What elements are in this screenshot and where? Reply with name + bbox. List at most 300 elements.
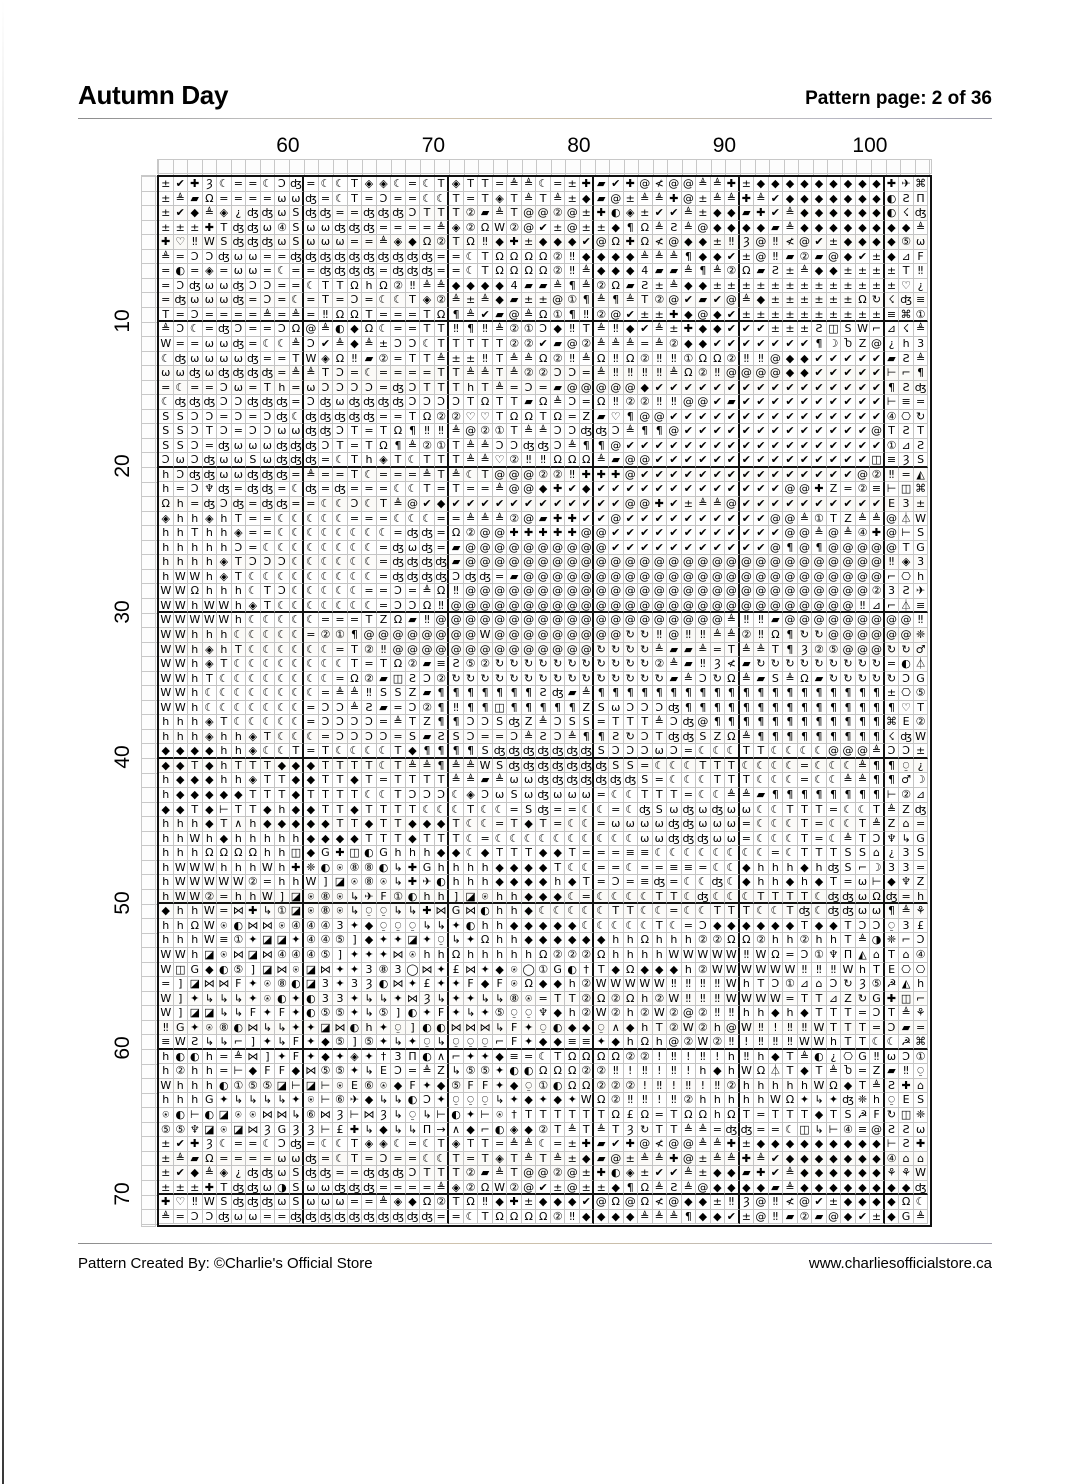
stitch-cell: ✔ bbox=[725, 453, 740, 468]
stitch-cell: ¶ bbox=[740, 701, 755, 716]
stitch-cell: ✔ bbox=[827, 395, 842, 410]
stitch-cell: ✔ bbox=[696, 468, 711, 483]
stitch-cell: = bbox=[406, 1152, 421, 1167]
stitch-cell: ≡ bbox=[638, 846, 653, 861]
stitch-cell: ✦ bbox=[435, 963, 450, 978]
stitch-cell: ≜ bbox=[856, 933, 871, 948]
stitch-cell: ▰ bbox=[725, 395, 740, 410]
stitch-cell: = bbox=[377, 773, 392, 788]
stitch-cell: T bbox=[536, 410, 551, 425]
stitch-cell: S bbox=[391, 686, 406, 701]
stitch-cell: ◆ bbox=[856, 192, 871, 207]
stitch-cell: ☾ bbox=[478, 803, 493, 818]
stitch-cell: ⋈ bbox=[275, 963, 290, 978]
row-tick bbox=[142, 1136, 157, 1137]
stitch-cell: T bbox=[435, 381, 450, 396]
stitch-cell: ‼ bbox=[653, 1079, 668, 1094]
stitch-cell: Ɔ bbox=[609, 424, 624, 439]
stitch-cell: ◆ bbox=[711, 322, 726, 337]
stitch-cell: ☾ bbox=[827, 817, 842, 832]
stitch-cell: W bbox=[203, 861, 218, 876]
stitch-cell: ✦ bbox=[362, 948, 377, 963]
stitch-cell: ⋈ bbox=[304, 1064, 319, 1079]
stitch-cell: ʤ bbox=[421, 526, 433, 540]
stitch-cell: ✔ bbox=[667, 482, 682, 497]
stitch-cell: ◐ bbox=[551, 1079, 566, 1094]
stitch-cell: ✚ bbox=[188, 1137, 203, 1152]
stitch-cell: ≜ bbox=[841, 832, 856, 847]
stitch-cell: = bbox=[159, 264, 174, 279]
stitch-cell: ◆ bbox=[870, 1195, 885, 1210]
stitch-cell: ↳ bbox=[464, 1006, 479, 1021]
stitch-cell: ◆ bbox=[812, 919, 827, 934]
stitch-cell: ʤ bbox=[174, 293, 187, 307]
stitch-cell: h bbox=[493, 919, 508, 934]
stitch-cell: ◆ bbox=[594, 250, 609, 265]
stitch-cell: = bbox=[391, 730, 406, 745]
stitch-cell: @ bbox=[783, 584, 798, 599]
stitch-cell: ☾ bbox=[290, 701, 305, 716]
stitch-cell: ⋈ bbox=[246, 1123, 261, 1138]
stitch-cell: W bbox=[478, 759, 493, 774]
stitch-cell: W bbox=[203, 904, 218, 919]
stitch-cell: ʤ bbox=[261, 366, 274, 380]
stitch-cell: ② bbox=[580, 992, 595, 1007]
stitch-cell: = bbox=[203, 322, 218, 337]
stitch-cell: Ω bbox=[551, 1064, 566, 1079]
stitch-cell: h bbox=[478, 861, 493, 876]
stitch-cell: ω bbox=[653, 744, 668, 759]
stitch-cell: = bbox=[377, 715, 392, 730]
grid-row bbox=[159, 541, 930, 556]
stitch-cell: ≜ bbox=[580, 352, 595, 367]
stitch-cell: ω bbox=[188, 352, 203, 367]
stitch-cell: ✦ bbox=[290, 933, 305, 948]
stitch-cell: ◆ bbox=[304, 832, 319, 847]
stitch-cell: ✦ bbox=[348, 1006, 363, 1021]
stitch-cell: ≜ bbox=[711, 264, 726, 279]
stitch-cell: ‼ bbox=[435, 424, 450, 439]
stitch-cell: ‼ bbox=[653, 366, 668, 381]
stitch-cell: ≜ bbox=[711, 177, 726, 192]
stitch-cell: = bbox=[653, 861, 668, 876]
stitch-cell: S bbox=[493, 759, 508, 774]
stitch-cell: ! bbox=[624, 1064, 639, 1079]
stitch-cell: ◐ bbox=[217, 963, 232, 978]
stitch-cell: ◆ bbox=[812, 177, 827, 192]
stitch-cell: F bbox=[507, 1035, 522, 1050]
stitch-cell: = bbox=[391, 1152, 406, 1167]
grid-row bbox=[159, 992, 930, 1007]
stitch-cell: ω bbox=[203, 337, 218, 352]
stitch-cell: ▰ bbox=[609, 453, 624, 468]
stitch-cell: Ƨ bbox=[899, 192, 914, 207]
stitch-cell: Z bbox=[522, 715, 537, 730]
stitch-cell: ☭ bbox=[899, 1035, 914, 1050]
stitch-cell: ‼ bbox=[899, 1064, 914, 1079]
stitch-cell: ☇ bbox=[885, 293, 900, 308]
stitch-cell: ⑥ bbox=[333, 1093, 348, 1108]
stitch-cell: ʤ bbox=[595, 773, 608, 787]
stitch-cell: ↳ bbox=[217, 1006, 232, 1021]
stitch-cell: ⏃ bbox=[769, 1064, 784, 1079]
stitch-cell: ≜ bbox=[174, 192, 189, 207]
stitch-cell: ◆ bbox=[754, 293, 769, 308]
stitch-cell: ʤ bbox=[900, 729, 912, 743]
stitch-cell: T bbox=[232, 759, 247, 774]
stitch-cell: ⑤ bbox=[333, 1035, 348, 1050]
stitch-cell: h bbox=[653, 948, 668, 963]
stitch-cell: ◈ bbox=[362, 177, 377, 192]
stitch-cell: ʤ bbox=[421, 555, 433, 569]
stitch-cell: = bbox=[246, 541, 261, 556]
stitch-cell: W bbox=[188, 613, 203, 628]
row-tick bbox=[142, 714, 157, 715]
stitch-cell: Ɔ bbox=[275, 322, 290, 337]
stitch-cell: ▰ bbox=[667, 643, 682, 658]
stitch-cell: ʤ bbox=[319, 206, 332, 220]
stitch-cell: ✔ bbox=[682, 526, 697, 541]
row-label-40: 40 bbox=[110, 745, 134, 769]
stitch-cell: ⑤ bbox=[319, 1064, 334, 1079]
stitch-cell: ʤ bbox=[188, 467, 201, 481]
stitch-cell: ✔ bbox=[798, 439, 813, 454]
stitch-cell: ▰ bbox=[667, 672, 682, 687]
stitch-cell: h bbox=[188, 599, 203, 614]
stitch-cell: ② bbox=[464, 221, 479, 236]
stitch-cell: T bbox=[319, 788, 334, 803]
stitch-cell: T bbox=[478, 264, 493, 279]
stitch-cell: ✔ bbox=[812, 381, 827, 396]
stitch-cell: h bbox=[624, 933, 639, 948]
stitch-cell: T bbox=[333, 788, 348, 803]
stitch-cell: ʤ bbox=[319, 264, 332, 278]
stitch-cell: h bbox=[391, 846, 406, 861]
stitch-cell: = bbox=[551, 817, 566, 832]
stitch-cell: @ bbox=[464, 643, 479, 658]
stitch-cell: ② bbox=[667, 1021, 682, 1036]
stitch-cell: ¶ bbox=[841, 788, 856, 803]
stitch-cell: = bbox=[246, 410, 261, 425]
stitch-cell: ‼ bbox=[565, 352, 580, 367]
stitch-cell: @ bbox=[667, 293, 682, 308]
stitch-cell: ◆ bbox=[783, 875, 798, 890]
stitch-cell: ↳ bbox=[406, 1123, 421, 1138]
stitch-cell: ↳ bbox=[435, 1035, 450, 1050]
stitch-cell: ʤ bbox=[914, 380, 927, 394]
stitch-cell: ≡ bbox=[638, 875, 653, 890]
stitch-cell: ⌐ bbox=[899, 933, 914, 948]
stitch-cell: ② bbox=[696, 963, 711, 978]
stitch-cell: ◆ bbox=[682, 1195, 697, 1210]
stitch-cell: ʤ bbox=[363, 220, 375, 234]
stitch-cell: T bbox=[232, 643, 247, 658]
stitch-cell: T bbox=[725, 773, 740, 788]
stitch-cell: ◐ bbox=[348, 1021, 363, 1036]
stitch-cell: ❈ bbox=[304, 861, 319, 876]
stitch-cell: ¶ bbox=[638, 686, 653, 701]
stitch-cell: ω bbox=[740, 803, 755, 818]
stitch-cell: @ bbox=[725, 584, 740, 599]
stitch-cell: ◆ bbox=[885, 221, 900, 236]
stitch-cell: ¶ bbox=[435, 715, 450, 730]
stitch-cell: ! bbox=[696, 1079, 711, 1094]
stitch-cell: ☾ bbox=[507, 832, 522, 847]
stitch-cell: h bbox=[812, 933, 827, 948]
stitch-cell: ʤ bbox=[305, 453, 317, 467]
stitch-cell: ◆ bbox=[885, 1195, 900, 1210]
stitch-cell: ✦ bbox=[348, 919, 363, 934]
column-tick bbox=[769, 160, 770, 175]
stitch-cell: ☾ bbox=[333, 526, 348, 541]
header-divider bbox=[78, 118, 992, 119]
stitch-cell: = bbox=[261, 512, 276, 527]
stitch-cell: T bbox=[449, 366, 464, 381]
grid-row bbox=[159, 439, 930, 454]
stitch-cell: h bbox=[159, 861, 174, 876]
stitch-cell: G bbox=[203, 1093, 218, 1108]
stitch-cell: ☾ bbox=[348, 744, 363, 759]
stitch-cell: T bbox=[406, 803, 421, 818]
stitch-cell: h bbox=[174, 1079, 189, 1094]
stitch-cell: T bbox=[261, 584, 276, 599]
stitch-cell: ≜ bbox=[725, 1152, 740, 1167]
stitch-cell: ‼ bbox=[783, 1035, 798, 1050]
stitch-cell: ☾ bbox=[624, 919, 639, 934]
stitch-cell: ✔ bbox=[769, 381, 784, 396]
stitch-cell: ◐ bbox=[275, 992, 290, 1007]
stitch-cell: ʤ bbox=[406, 555, 419, 569]
stitch-cell: ✔ bbox=[624, 541, 639, 556]
stitch-cell: ± bbox=[594, 1181, 609, 1196]
grid-row bbox=[159, 192, 930, 207]
stitch-cell: ¶ bbox=[870, 759, 885, 774]
stitch-cell: = bbox=[783, 992, 798, 1007]
stitch-cell: ☾ bbox=[362, 570, 377, 585]
stitch-cell: ⍜ bbox=[885, 1093, 900, 1108]
row-tick bbox=[142, 598, 157, 599]
column-tick bbox=[755, 160, 756, 175]
stitch-cell: T bbox=[493, 395, 508, 410]
stitch-cell: ¶ bbox=[870, 701, 885, 716]
stitch-cell: ‼ bbox=[522, 453, 537, 468]
stitch-cell: ☾ bbox=[333, 570, 348, 585]
stitch-cell: Ω bbox=[594, 1093, 609, 1108]
stitch-cell: ≜ bbox=[783, 672, 798, 687]
stitch-cell: W bbox=[856, 322, 871, 337]
stitch-cell: Ω bbox=[754, 1064, 769, 1079]
stitch-cell: @ bbox=[435, 628, 450, 643]
stitch-cell: = bbox=[667, 875, 682, 890]
stitch-cell: Ɔ bbox=[406, 599, 421, 614]
stitch-cell: ‼ bbox=[406, 279, 421, 294]
stitch-cell: F bbox=[261, 1064, 276, 1079]
stitch-cell: ◆ bbox=[624, 250, 639, 265]
stitch-cell: @ bbox=[449, 613, 464, 628]
stitch-cell: ◆ bbox=[827, 206, 842, 221]
stitch-cell: ʤ bbox=[319, 1166, 332, 1180]
stitch-cell: ☾ bbox=[246, 643, 261, 658]
stitch-cell: = bbox=[333, 1166, 348, 1181]
stitch-cell: ↻ bbox=[798, 628, 813, 643]
stitch-cell: ◆ bbox=[798, 177, 813, 192]
stitch-cell: ↻ bbox=[609, 657, 624, 672]
stitch-cell: ✚ bbox=[333, 846, 348, 861]
stitch-cell: Ƨ bbox=[885, 1079, 900, 1094]
stitch-cell: ☾ bbox=[536, 1137, 551, 1152]
stitch-cell: ◆ bbox=[754, 177, 769, 192]
stitch-cell: ✔ bbox=[565, 497, 580, 512]
stitch-cell: ω bbox=[609, 701, 624, 716]
column-tick bbox=[740, 160, 741, 175]
stitch-cell: ✚ bbox=[203, 1181, 218, 1196]
stitch-cell: ② bbox=[754, 933, 769, 948]
stitch-cell: ≜ bbox=[377, 1195, 392, 1210]
stitch-cell: ☾ bbox=[362, 497, 377, 512]
stitch-cell: h bbox=[493, 948, 508, 963]
stitch-cell: h bbox=[478, 948, 493, 963]
stitch-cell: ◈ bbox=[203, 657, 218, 672]
stitch-cell: @ bbox=[551, 628, 566, 643]
stitch-cell: T bbox=[885, 424, 900, 439]
stitch-cell: Ω bbox=[725, 1108, 740, 1123]
stitch-cell: @ bbox=[725, 293, 740, 308]
grid-row bbox=[159, 744, 930, 759]
stitch-cell: T bbox=[841, 1035, 856, 1050]
stitch-cell: ʤ bbox=[682, 802, 695, 816]
stitch-cell: ✔ bbox=[798, 395, 813, 410]
stitch-cell: h bbox=[275, 846, 290, 861]
stitch-cell: h bbox=[188, 904, 203, 919]
stitch-cell: T bbox=[449, 1152, 464, 1167]
stitch-cell: ‼ bbox=[667, 1064, 682, 1079]
stitch-cell: ] bbox=[246, 963, 261, 978]
stitch-cell: ‼ bbox=[653, 352, 668, 367]
stitch-cell: Ƨ bbox=[188, 1035, 203, 1050]
column-tick bbox=[333, 160, 334, 175]
stitch-cell: = bbox=[377, 570, 392, 585]
stitch-cell: T bbox=[551, 992, 566, 1007]
stitch-cell: ʤ bbox=[580, 424, 595, 439]
stitch-cell: ≜ bbox=[638, 250, 653, 265]
stitch-cell: Ɔ bbox=[536, 322, 551, 337]
stitch-cell: ◆ bbox=[653, 963, 668, 978]
stitch-cell: ☾ bbox=[203, 701, 218, 716]
stitch-cell: ↻ bbox=[638, 643, 653, 658]
stitch-cell: 3 bbox=[362, 963, 377, 978]
stitch-cell: ≜ bbox=[594, 337, 609, 352]
stitch-cell: ☾ bbox=[798, 744, 813, 759]
stitch-cell: ≡ bbox=[217, 933, 232, 948]
stitch-cell: ≜ bbox=[841, 773, 856, 788]
stitch-cell: @ bbox=[682, 395, 697, 410]
stitch-cell: T bbox=[798, 919, 813, 934]
stitch-cell: ⍜ bbox=[885, 919, 900, 934]
stitch-cell: = bbox=[420, 366, 435, 381]
stitch-cell: @ bbox=[827, 628, 842, 643]
stitch-cell: ≜ bbox=[420, 468, 435, 483]
stitch-cell: ʤ bbox=[290, 250, 305, 265]
row-tick bbox=[142, 525, 157, 526]
stitch-cell: ◆ bbox=[551, 1006, 566, 1021]
stitch-cell: ◐ bbox=[493, 1123, 508, 1138]
stitch-cell: ☾ bbox=[696, 788, 711, 803]
stitch-cell: ↳ bbox=[348, 904, 363, 919]
stitch-cell: ± bbox=[798, 279, 813, 294]
stitch-cell: ¶ bbox=[653, 686, 668, 701]
stitch-cell: ◐ bbox=[304, 992, 319, 1007]
stitch-cell: ② bbox=[420, 701, 435, 716]
stitch-cell: ≜ bbox=[406, 759, 421, 774]
stitch-cell: T bbox=[725, 759, 740, 774]
stitch-cell: Ω bbox=[391, 424, 406, 439]
stitch-cell: ʤ bbox=[276, 453, 288, 467]
stitch-cell: ② bbox=[653, 293, 668, 308]
stitch-cell: h bbox=[783, 1006, 798, 1021]
stitch-cell: ≮ bbox=[783, 235, 798, 250]
stitch-cell: ✔ bbox=[174, 1166, 189, 1181]
stitch-cell: ⌐ bbox=[478, 1123, 493, 1138]
stitch-cell: E bbox=[885, 963, 900, 978]
stitch-cell: ✦ bbox=[449, 919, 464, 934]
stitch-cell: ◪ bbox=[333, 875, 348, 890]
stitch-cell: Ω bbox=[696, 1108, 711, 1123]
stitch-cell: ⎔ bbox=[914, 963, 929, 978]
stitch-cell: = bbox=[275, 352, 290, 367]
stitch-cell: ʤ bbox=[682, 831, 695, 845]
stitch-cell: F bbox=[232, 977, 247, 992]
stitch-cell: ‼ bbox=[827, 963, 842, 978]
stitch-cell: T bbox=[290, 744, 305, 759]
stitch-cell: Ω bbox=[609, 235, 624, 250]
stitch-cell: ʤ bbox=[348, 249, 361, 263]
stitch-cell: ② bbox=[624, 395, 639, 410]
stitch-cell: = bbox=[203, 308, 218, 323]
stitch-cell: ✦ bbox=[377, 1035, 392, 1050]
stitch-cell: ‼ bbox=[754, 352, 769, 367]
stitch-cell: ◆ bbox=[464, 279, 479, 294]
stitch-cell: = bbox=[391, 366, 406, 381]
stitch-cell: ⎔ bbox=[899, 410, 914, 425]
stitch-cell: ☾ bbox=[377, 322, 392, 337]
stitch-cell: ¶ bbox=[885, 701, 900, 716]
column-tick bbox=[405, 160, 406, 175]
stitch-cell: ◆ bbox=[580, 482, 595, 497]
stitch-cell: T bbox=[769, 890, 784, 905]
stitch-cell: ≜ bbox=[856, 759, 871, 774]
stitch-cell: ʤ bbox=[392, 540, 404, 554]
stitch-cell: ✚ bbox=[159, 1195, 174, 1210]
stitch-cell: ◆ bbox=[812, 1152, 827, 1167]
stitch-cell: ✚ bbox=[290, 861, 305, 876]
stitch-cell: ʤ bbox=[682, 729, 695, 743]
stitch-cell: ‼ bbox=[667, 977, 682, 992]
stitch-cell: h bbox=[188, 541, 203, 556]
stitch-cell: Ɔ bbox=[507, 730, 522, 745]
stitch-cell: ✔ bbox=[174, 1137, 189, 1152]
stitch-cell: ± bbox=[188, 1181, 203, 1196]
stitch-cell: ✔ bbox=[609, 177, 624, 192]
stitch-cell: ◆ bbox=[841, 206, 856, 221]
stitch-cell: h bbox=[856, 963, 871, 978]
stitch-cell: ◆ bbox=[232, 788, 247, 803]
stitch-cell: ◐ bbox=[203, 1108, 218, 1123]
stitch-cell: ! bbox=[740, 1035, 755, 1050]
stitch-cell: ‼ bbox=[812, 963, 827, 978]
stitch-cell: ◆ bbox=[203, 803, 218, 818]
stitch-cell: ✔ bbox=[536, 497, 551, 512]
stitch-cell: ✔ bbox=[551, 497, 566, 512]
